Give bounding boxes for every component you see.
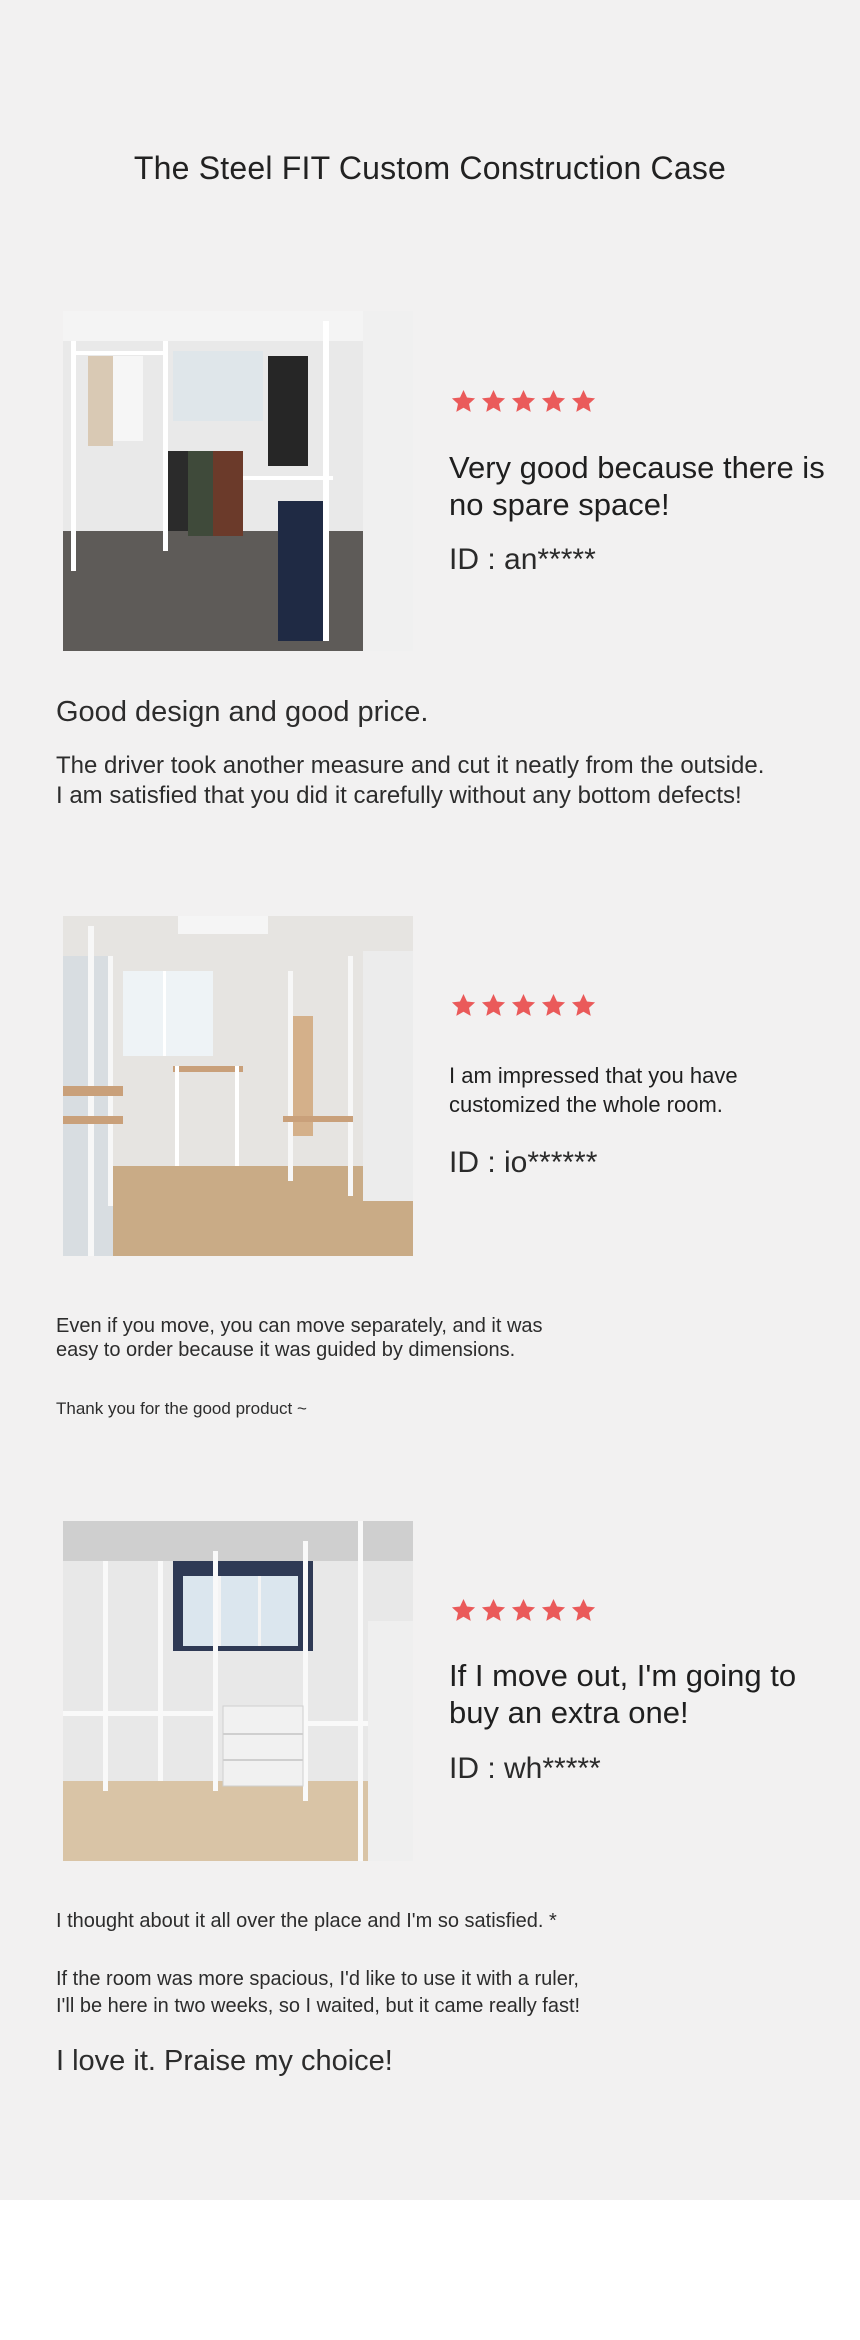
star-icon (510, 992, 537, 1019)
rating-stars (450, 992, 597, 1022)
page-title: The Steel FIT Custom Construction Case (133, 150, 727, 186)
review-photo (63, 916, 413, 1256)
review-body-line: I'll be here in two weeks, so I waited, but it came really fast! (56, 1995, 581, 2017)
review-body-line: If the room was more spacious, I'd like to use it with a ruler, (56, 1968, 579, 1990)
review-note: Thank you for the good product ~ (56, 1399, 307, 1418)
review-headline: If I move out, I'm going to buy an extra one! (449, 1658, 797, 1730)
review-body-line: Even if you move, you can move separately, and it was (56, 1315, 543, 1337)
star-icon (450, 992, 477, 1019)
review-photo (63, 311, 413, 651)
star-icon (540, 388, 567, 415)
review-closing: I love it. Praise my choice! (56, 2045, 393, 2077)
star-icon (510, 388, 537, 415)
review-summary: Good design and good price. (56, 696, 429, 728)
star-icon (540, 1597, 567, 1624)
star-icon (480, 388, 507, 415)
review-user-id: ID : an***** (449, 543, 596, 576)
review-body-line: easy to order because it was guided by dimensions. (56, 1339, 516, 1361)
review-body-line: I am satisfied that you did it carefully without any bottom defects! (56, 782, 742, 809)
star-icon (570, 992, 597, 1019)
closet-photo-illustration (63, 311, 413, 651)
star-icon (540, 992, 567, 1019)
rating-stars (450, 1597, 597, 1627)
corner-closet-photo-illustration (63, 1521, 413, 1861)
review-headline: Very good because there is no spare space! (449, 450, 825, 522)
star-icon (480, 992, 507, 1019)
rating-stars (450, 388, 597, 418)
review-photo (63, 1521, 413, 1861)
star-icon (450, 388, 477, 415)
star-icon (480, 1597, 507, 1624)
review-headline: I am impressed that you have customized the whole room. (449, 1063, 738, 1117)
star-icon (570, 1597, 597, 1624)
room-photo-illustration (63, 916, 413, 1256)
review-user-id: ID : io****** (449, 1146, 598, 1179)
review-intro: I thought about it all over the place and I'm so satisfied. * (56, 1910, 557, 1932)
review-user-id: ID : wh***** (449, 1752, 601, 1785)
review-body-line: The driver took another measure and cut it neatly from the outside. (56, 752, 765, 779)
star-icon (450, 1597, 477, 1624)
star-icon (570, 388, 597, 415)
star-icon (510, 1597, 537, 1624)
